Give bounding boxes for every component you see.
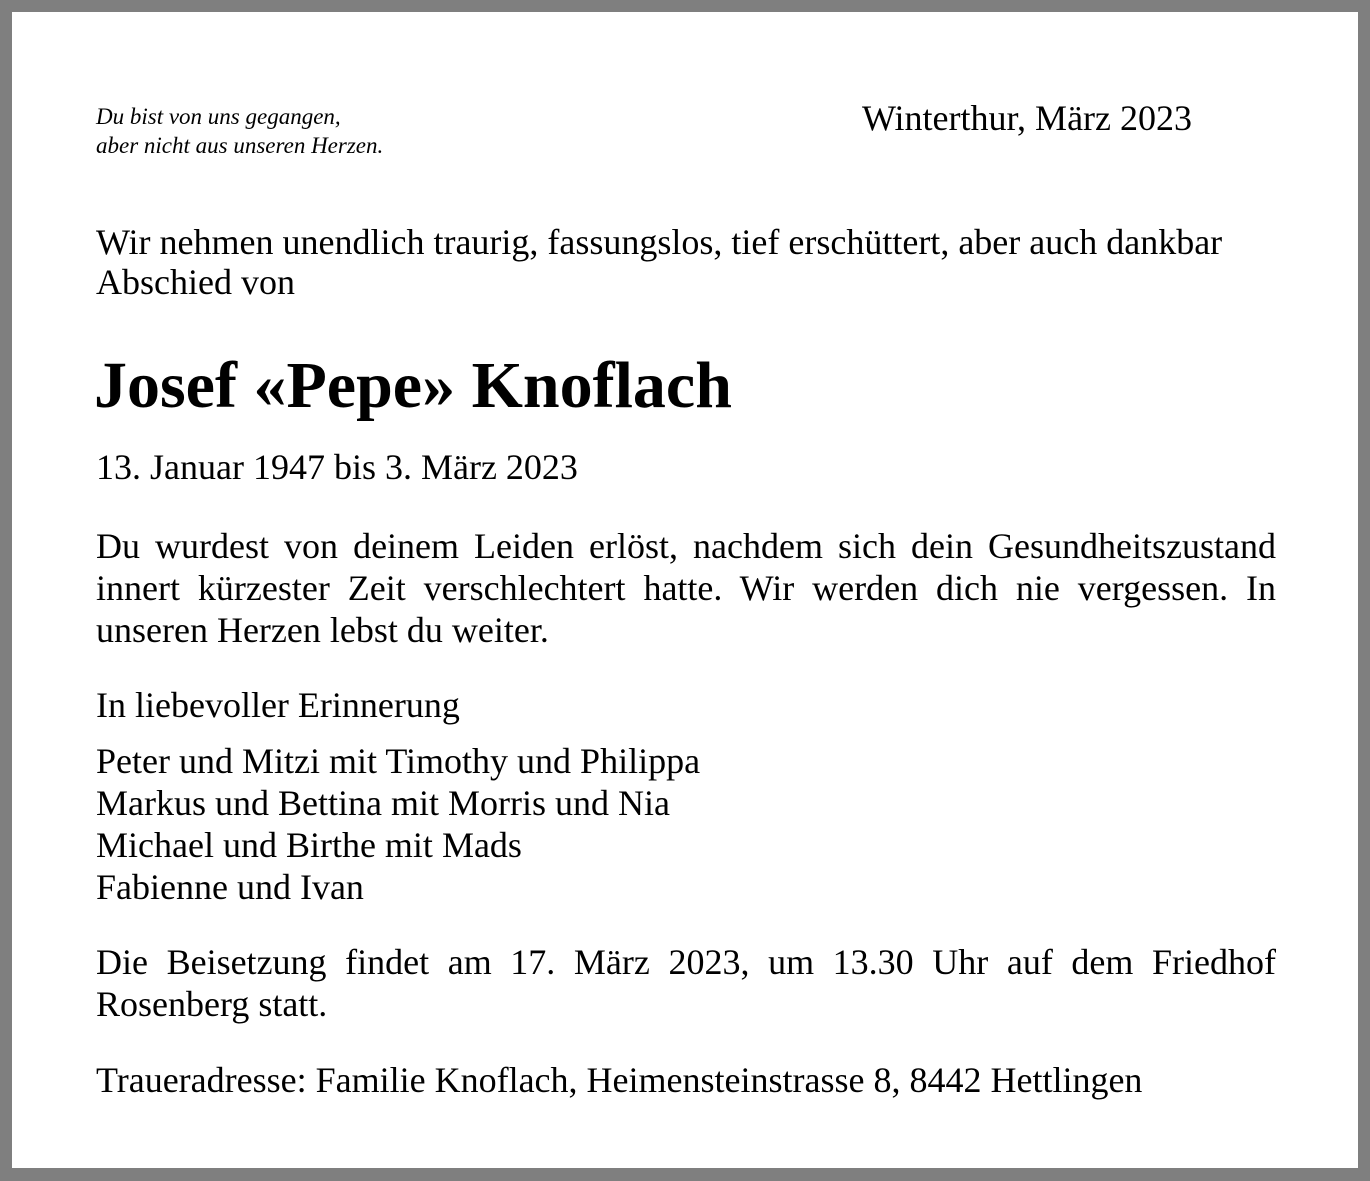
memory-label: In liebevoller Erinnerung bbox=[96, 685, 460, 725]
deceased-name: Josef «Pepe» Knoflach bbox=[94, 349, 732, 422]
obituary-text: Du wurdest von deinem Leiden erlöst, nachdem sich dein Gesundheitszustand innert kürzester Zeit verschlechtert hatte. Wir werden dich nie vergessen. In unseren Herzen lebst du weiter. bbox=[96, 526, 1276, 650]
family-member: Michael und Birthe mit Mads bbox=[96, 825, 522, 865]
motto-line-2: aber nicht aus unseren Herzen. bbox=[96, 133, 384, 158]
motto bbox=[96, 102, 383, 160]
motto-line-1: Du bist von uns gegangen, bbox=[96, 104, 341, 129]
funeral-info: Die Beisetzung findet am 17. März 2023, um 13.30 Uhr auf dem Friedhof Rosenberg statt. bbox=[96, 942, 1276, 1024]
life-dates: 13. Januar 1947 bis 3. März 2023 bbox=[96, 447, 578, 487]
family-member: Fabienne und Ivan bbox=[96, 867, 364, 907]
family-list bbox=[96, 740, 700, 908]
family-member: Peter und Mitzi mit Timothy und Philippa bbox=[96, 741, 701, 781]
family-member: Markus und Bettina mit Morris und Nia bbox=[96, 783, 670, 823]
intro-text: Wir nehmen unendlich traurig, fassungslos, tief erschüttert, aber auch dankbar Abschied von bbox=[96, 222, 1223, 302]
place-date: Winterthur, März 2023 bbox=[862, 98, 1193, 138]
mourning-address: Traueradresse: Familie Knoflach, Heimensteinstrasse 8, 8442 Hettlingen bbox=[96, 1060, 1143, 1100]
